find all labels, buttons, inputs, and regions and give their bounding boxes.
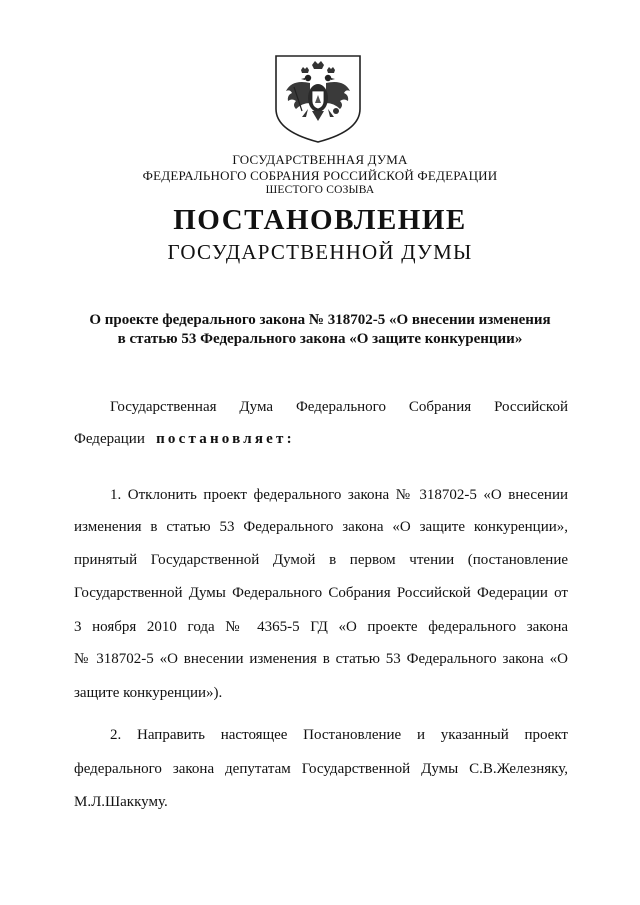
item1-line-3: принятый Государственной Думой в первом чтении (постановление [74, 552, 568, 568]
header-line-1: ГОСУДАРСТВЕННАЯ ДУМА [232, 152, 408, 167]
item2-line-2: федерального закона депутатам Государственной Думы С.В.Железняку, [74, 761, 568, 777]
preamble-line-1: Государственная Дума Федерального Собрания Российской [110, 399, 568, 415]
item2-line-3: М.Л.Шаккуму. [74, 794, 168, 810]
coat-of-arms-emblem [272, 53, 364, 145]
preamble-decree-word: постановляет: [156, 431, 295, 447]
item1-line-4: Государственной Думы Федерального Собрания Российской Федерации от [74, 585, 568, 601]
header-line-3: ШЕСТОГО СОЗЫВА [265, 184, 375, 196]
item1-line-6: № 318702-5 «О внесении изменения в статью 53 Федерального закона «О [74, 651, 568, 667]
header-line-2: ФЕДЕРАЛЬНОГО СОБРАНИЯ РОССИЙСКОЙ ФЕДЕРАЦИИ [142, 168, 498, 183]
about-line-1: О проекте федерального закона № 318702-5 «О внесении изменения [89, 312, 551, 328]
about-line-2: в статью 53 Федерального закона «О защите конкуренции» [117, 331, 523, 347]
item2-line-1: 2. Направить настоящее Постановление и указанный проект [110, 727, 568, 743]
item1-line-2: изменения в статью 53 Федерального закона «О защите конкуренции», [74, 519, 568, 535]
document-title: ПОСТАНОВЛЕНИЕ [173, 204, 467, 236]
item1-line-7: защите конкуренции»). [74, 685, 223, 701]
document-subtitle: ГОСУДАРСТВЕННОЙ ДУМЫ [167, 240, 473, 264]
preamble-line-2 [74, 430, 568, 448]
item1-line-5: 3 ноября 2010 года № 4365-5 ГД «О проекте федерального закона [74, 619, 568, 635]
preamble-prefix: Федерации [74, 431, 145, 447]
item1-line-1: 1. Отклонить проект федерального закона № 318702-5 «О внесении [110, 487, 568, 503]
